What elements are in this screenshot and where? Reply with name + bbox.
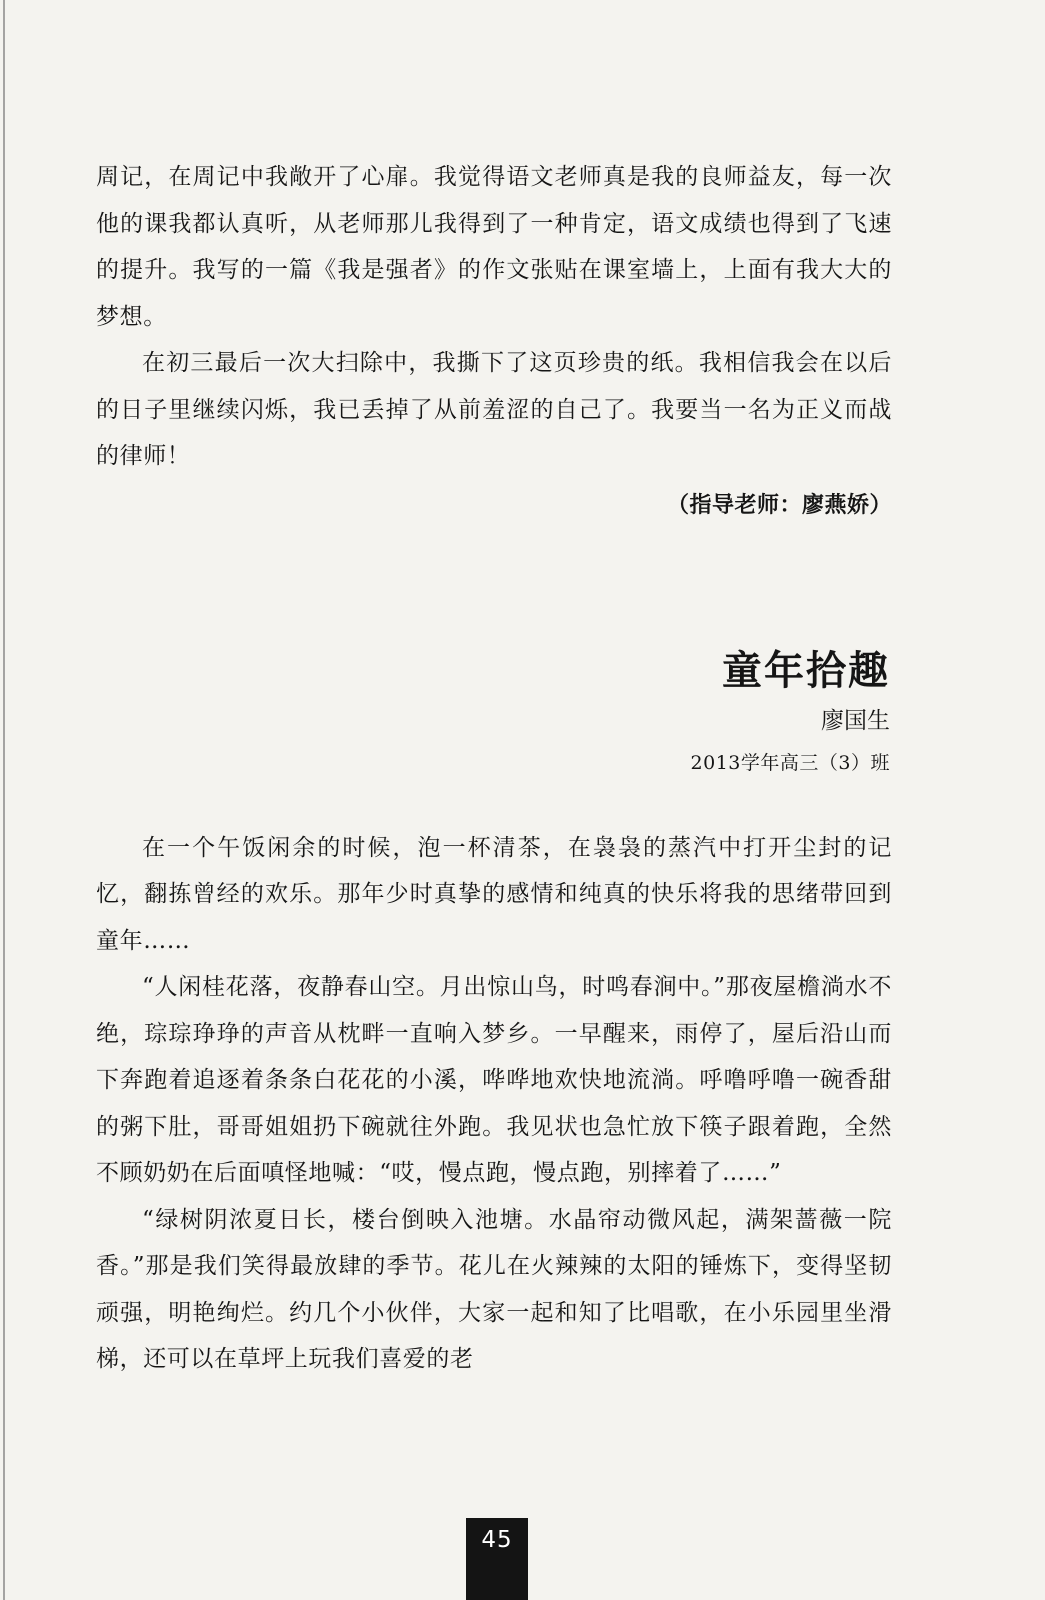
article-paragraph-1: 在一个午饭闲余的时候，泡一杯清茶，在袅袅的蒸汽中打开尘封的记忆，翻拣曾经的欢乐。那年少时真挚的感情和纯真的快乐将我的思绪带回到童年…… xyxy=(96,834,892,954)
previous-article-paragraph-2: 在初三最后一次大扫除中，我撕下了这页珍贵的纸。我相信我会在以后的日子里继续闪烁，我已丢掉了从前羞涩的自己了。我要当一名为正义而战的律师！ xyxy=(96,350,892,469)
article-body xyxy=(96,825,892,1383)
page-content xyxy=(96,154,892,1383)
article-author: 廖国生 xyxy=(821,707,890,734)
article-header xyxy=(96,643,892,781)
article-title: 童年拾趣 xyxy=(722,647,890,694)
article-paragraph-3: “绿树阴浓夏日长，楼台倒映入池塘。水晶帘动微风起，满架蔷薇一院香。”那是我们笑得最放肆的季节。花儿在火辣辣的太阳的锤炼下，变得坚韧顽强，明艳绚烂。约几个小伙伴，大家一起和知了比唱歌，在小乐园里坐滑梯，还可以在草坪上玩我们喜爱的老 xyxy=(96,1206,892,1372)
previous-article-paragraph-1: 周记，在周记中我敞开了心扉。我觉得语文老师真是我的良师益友，每一次他的课我都认真听，从老师那儿我得到了一种肯定，语文成绩也得到了飞速的提升。我写的一篇《我是强者》的作文张贴在课室墙上，上面有我大大的梦想。 xyxy=(96,164,892,330)
advisor-credit: （指导老师：廖燕娇） xyxy=(666,491,892,518)
article-paragraph-2: “人闲桂花落，夜静春山空。月出惊山鸟，时鸣春涧中。”那夜屋檐淌水不绝，琮琮琤琤的声音从枕畔一直响入梦乡。一早醒来，雨停了，屋后沿山而下奔跑着追逐着条条白花花的小溪，哗哗地欢快地流淌。呼噜呼噜一碗香甜的粥下肚，哥哥姐姐扔下碗就往外跑。我见状也急忙放下筷子跟着跑，全然不顾奶奶在后面嗔怪地喊：“哎，慢点跑，慢点跑，别摔着了……” xyxy=(96,974,892,1186)
article-class: 2013学年高三（3）班 xyxy=(690,751,890,774)
page-number: 45 xyxy=(466,1518,528,1600)
page-edge-shadow xyxy=(3,0,5,1600)
